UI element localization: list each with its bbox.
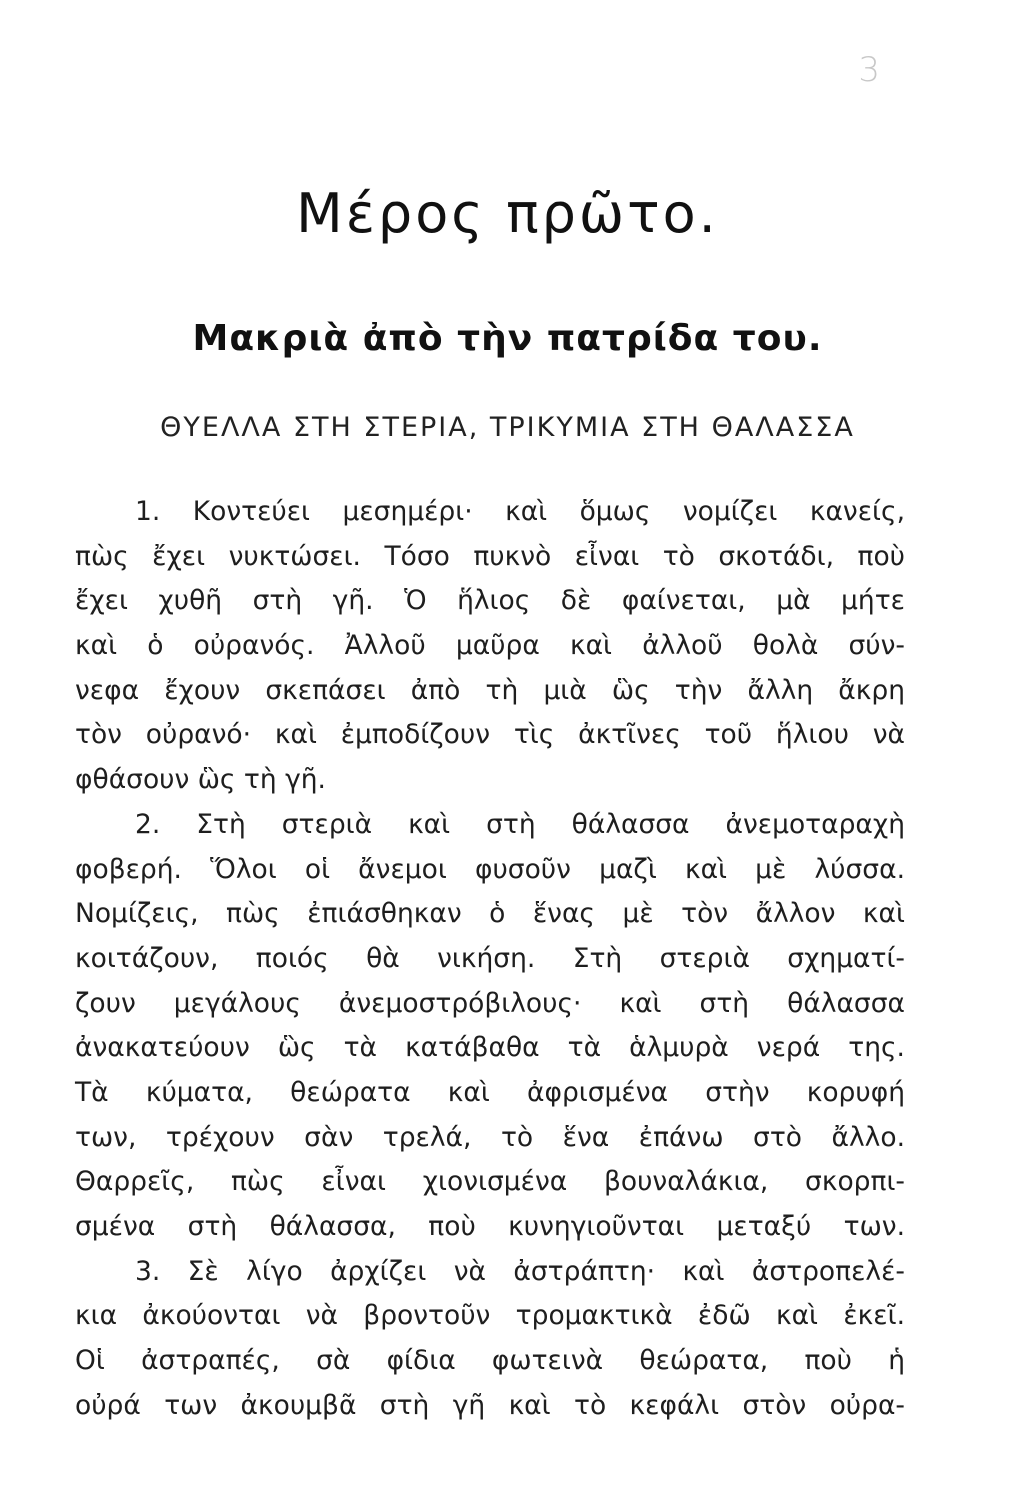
text-line: Νομίζεις, πὼς ἐπιάσθηκαν ὁ ἕνας μὲ τὸν ἄλλον καὶ (75, 898, 905, 930)
text-line: κοιτάζουν, ποιός θὰ νικήση. Στὴ στεριὰ σχηματί- (75, 942, 905, 974)
text-line: ἔχει χυθῆ στὴ γῆ. Ὁ ἥλιος δὲ φαίνεται, μὰ μήτε (75, 585, 905, 617)
text-line: τὸν οὐρανό· καὶ ἐμποδίζουν τὶς ἀκτῖνες τοῦ ἥλιου νὰ (75, 719, 905, 751)
text-line: 1. Κοντεύει μεσημέρι· καὶ ὅμως νομίζει κανείς, (135, 496, 905, 527)
text-line: σμένα στὴ θάλασσα, ποὺ κυνηγιοῦνται μεταξύ των. (75, 1211, 905, 1242)
text-line: των, τρέχουν σὰν τρελά, τὸ ἕνα ἐπάνω στὸ ἄλλο. (75, 1121, 905, 1153)
body-text (75, 490, 905, 1428)
text-line: 3. Σὲ λίγο ἀρχίζει νὰ ἀστράπτη· καὶ ἀστροπελέ- (135, 1255, 905, 1287)
text-line: Θαρρεῖς, πὼς εἶναι χιονισμένα βουναλάκια, σκορπι- (75, 1166, 905, 1198)
text-line: φοβερή. Ὅλοι οἱ ἄνεμοι φυσοῦν μαζὶ καὶ μὲ λύσσα. (75, 853, 905, 885)
text-line: ἀνακατεύουν ὣς τὰ κατάβαθα τὰ ἁλμυρὰ νερά της. (75, 1032, 905, 1064)
page-number: 3 (858, 50, 880, 90)
text-line: φθάσουν ὣς τὴ γῆ. (75, 764, 326, 796)
text-line: Οἱ ἀστραπές, σὰ φίδια φωτεινὰ θεώρατα, ποὺ ἡ (75, 1345, 905, 1377)
section-heading: ΘΥΕΛΛΑ ΣΤΗ ΣΤΕΡΙΑ, ΤΡΙΚΥΜΙΑ ΣΤΗ ΘΑΛΑΣΣΑ (160, 412, 855, 443)
text-line: Τὰ κύματα, θεώρατα καὶ ἀφρισμένα στὴν κορυφή (75, 1076, 905, 1108)
text-line: ζουν μεγάλους ἀνεμοστρόβιλους· καὶ στὴ θάλασσα (75, 987, 905, 1019)
part-title: Μέρος πρῶτο. (296, 182, 719, 245)
chapter-title: Μακριὰ ἀπὸ τὴν πατρίδα του. (192, 318, 823, 359)
text-line: πὼς ἔχει νυκτώσει. Τόσο πυκνὸ εἶναι τὸ σκοτάδι, ποὺ (75, 540, 905, 572)
text-line: νεφα ἔχουν σκεπάσει ἀπὸ τὴ μιὰ ὣς τὴν ἄλλη ἄκρη (75, 674, 905, 706)
text-line: καὶ ὁ οὐρανός. Ἀλλοῦ μαῦρα καὶ ἀλλοῦ θολὰ σύν- (75, 630, 905, 662)
text-line: 2. Στὴ στεριὰ καὶ στὴ θάλασσα ἀνεμοταραχὴ (135, 808, 905, 840)
text-line: κια ἀκούονται νὰ βροντοῦν τρομακτικὰ ἐδῶ καὶ ἐκεῖ. (75, 1300, 905, 1332)
text-line: οὐρά των ἀκουμβᾶ στὴ γῆ καὶ τὸ κεφάλι στὸν οὐρα- (75, 1389, 905, 1421)
